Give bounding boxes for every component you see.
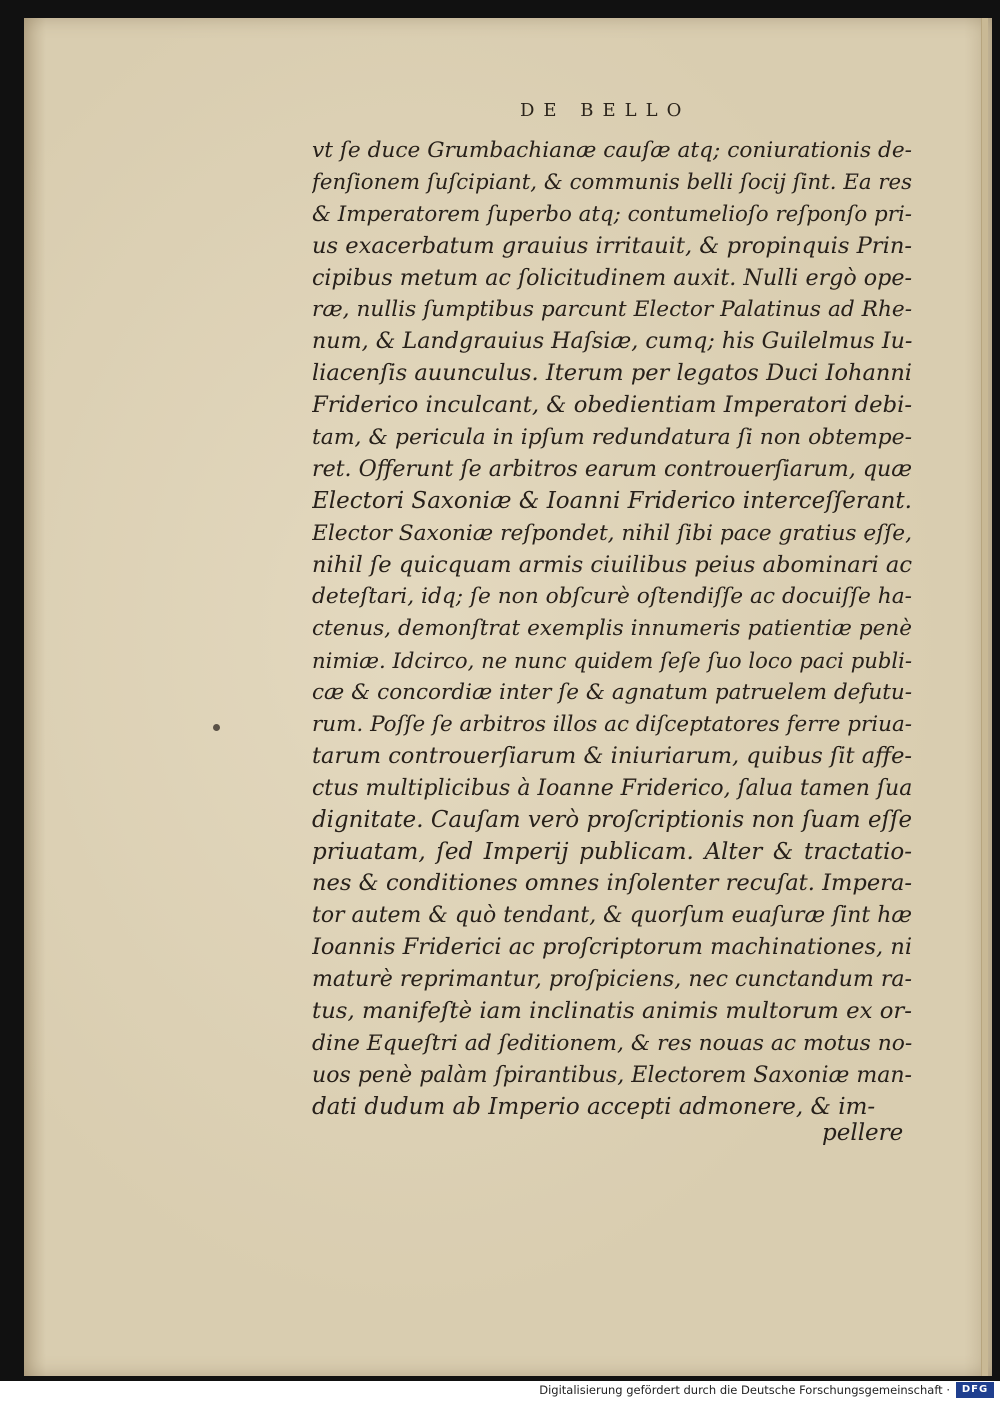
- text-line: nihil ſe quicquam armis ciuilibus peius abominari ac: [312, 551, 912, 578]
- text-line: deteſtari, idq; ſe non obſcurè oſtendiſſe ac docuiſſe ha-: [312, 584, 912, 610]
- text-line: Electori Saxoniæ & Ioanni Friderico interceſſerant.: [312, 487, 912, 514]
- text-line: nes & conditiones omnes inſolenter recuſat. Impera-: [312, 870, 912, 897]
- text-line: cipibus metum ac ſolicitudinem auxit. Nulli ergò ope-: [312, 264, 912, 291]
- text-line: & Imperatorem ſuperbo atq; contumelioſo reſponſo pri-: [312, 201, 912, 227]
- text-line: dignitate. Cauſam verò proſcriptionis non ſuam eſſe: [312, 806, 912, 833]
- text-line: dine Equeſtri ad ſeditionem, & res nouas ac motus no-: [312, 1030, 912, 1056]
- text-block: [312, 135, 912, 1124]
- text-line: Ioannis Friderici ac proſcriptorum machinationes, ni: [312, 934, 912, 961]
- text-line: fenſionem ſuſcipiant, & communis belli ſocij ſint. Ea res: [312, 169, 912, 195]
- text-line: num, & Landgrauius Haſsiæ, cumq; his Guilelmus Iu-: [312, 328, 912, 355]
- text-line: rum. Poſſe ſe arbitros illos ac diſceptatores ferre priua-: [312, 712, 912, 738]
- text-line: cæ & concordiæ inter ſe & agnatum patruelem defutu-: [312, 680, 912, 706]
- footer-bar: [0, 1381, 1000, 1401]
- text-line: uos penè palàm ſpirantibus, Electorem Saxoniæ man-: [312, 1062, 912, 1088]
- text-line: tus, manifeſtè iam inclinatis animis multorum ex or-: [312, 998, 912, 1025]
- ink-spot: [213, 724, 220, 731]
- dfg-logo[interactable]: DFG: [956, 1382, 994, 1398]
- text-line: tor autem & quò tendant, & quorſum euaſuræ ſint hæ: [312, 903, 912, 929]
- text-line: dati dudum ab Imperio accepti admonere, & im-: [312, 1093, 876, 1120]
- text-line: liacenſis auunculus. Iterum per legatos Duci Iohanni: [312, 360, 912, 387]
- text-line: tarum controuerſiarum & iniuriarum, quibus ſit affe-: [312, 742, 912, 769]
- text-line: us exacerbatum grauius irritauit, & propinquis Prin-: [312, 232, 912, 259]
- text-line: Elector Saxoniæ reſpondet, nihil ſibi pace gratius eſſe,: [312, 520, 912, 546]
- text-line: ctus multiplicibus à Ioanne Friderico, ſalua tamen ſua: [312, 775, 912, 801]
- text-line: nimiæ. Idcirco, ne nunc quidem ſeſe ſuo loco paci publi-: [312, 648, 912, 674]
- running-head: DE BELLO: [520, 100, 691, 121]
- page-edge: [981, 18, 988, 1376]
- text-line: ret. Offerunt ſe arbitros earum controuerſiarum, quæ: [312, 455, 912, 482]
- text-line: ræ, nullis ſumptibus parcunt Elector Palatinus ad Rhe-: [312, 297, 912, 323]
- text-line: priuatam, ſed Imperij publicam. Alter & tractatio-: [312, 838, 912, 865]
- text-line: maturè reprimantur, proſpiciens, nec cunctandum ra-: [312, 967, 912, 993]
- text-line: ctenus, demonſtrat exemplis innumeris patientiæ penè: [312, 616, 912, 642]
- text-line: tam, & pericula in ipſum redundatura ſi non obtempe-: [312, 425, 912, 451]
- text-line: vt ſe duce Grumbachianæ cauſæ atq; coniurationis de-: [312, 138, 912, 163]
- text-line: Friderico inculcant, & obedientiam Imperatori debi-: [312, 392, 912, 419]
- digitization-credit: Digitalisierung gefördert durch die Deutsche Forschungsgemeinschaft ·: [539, 1383, 950, 1397]
- catchword: pellere: [822, 1120, 904, 1146]
